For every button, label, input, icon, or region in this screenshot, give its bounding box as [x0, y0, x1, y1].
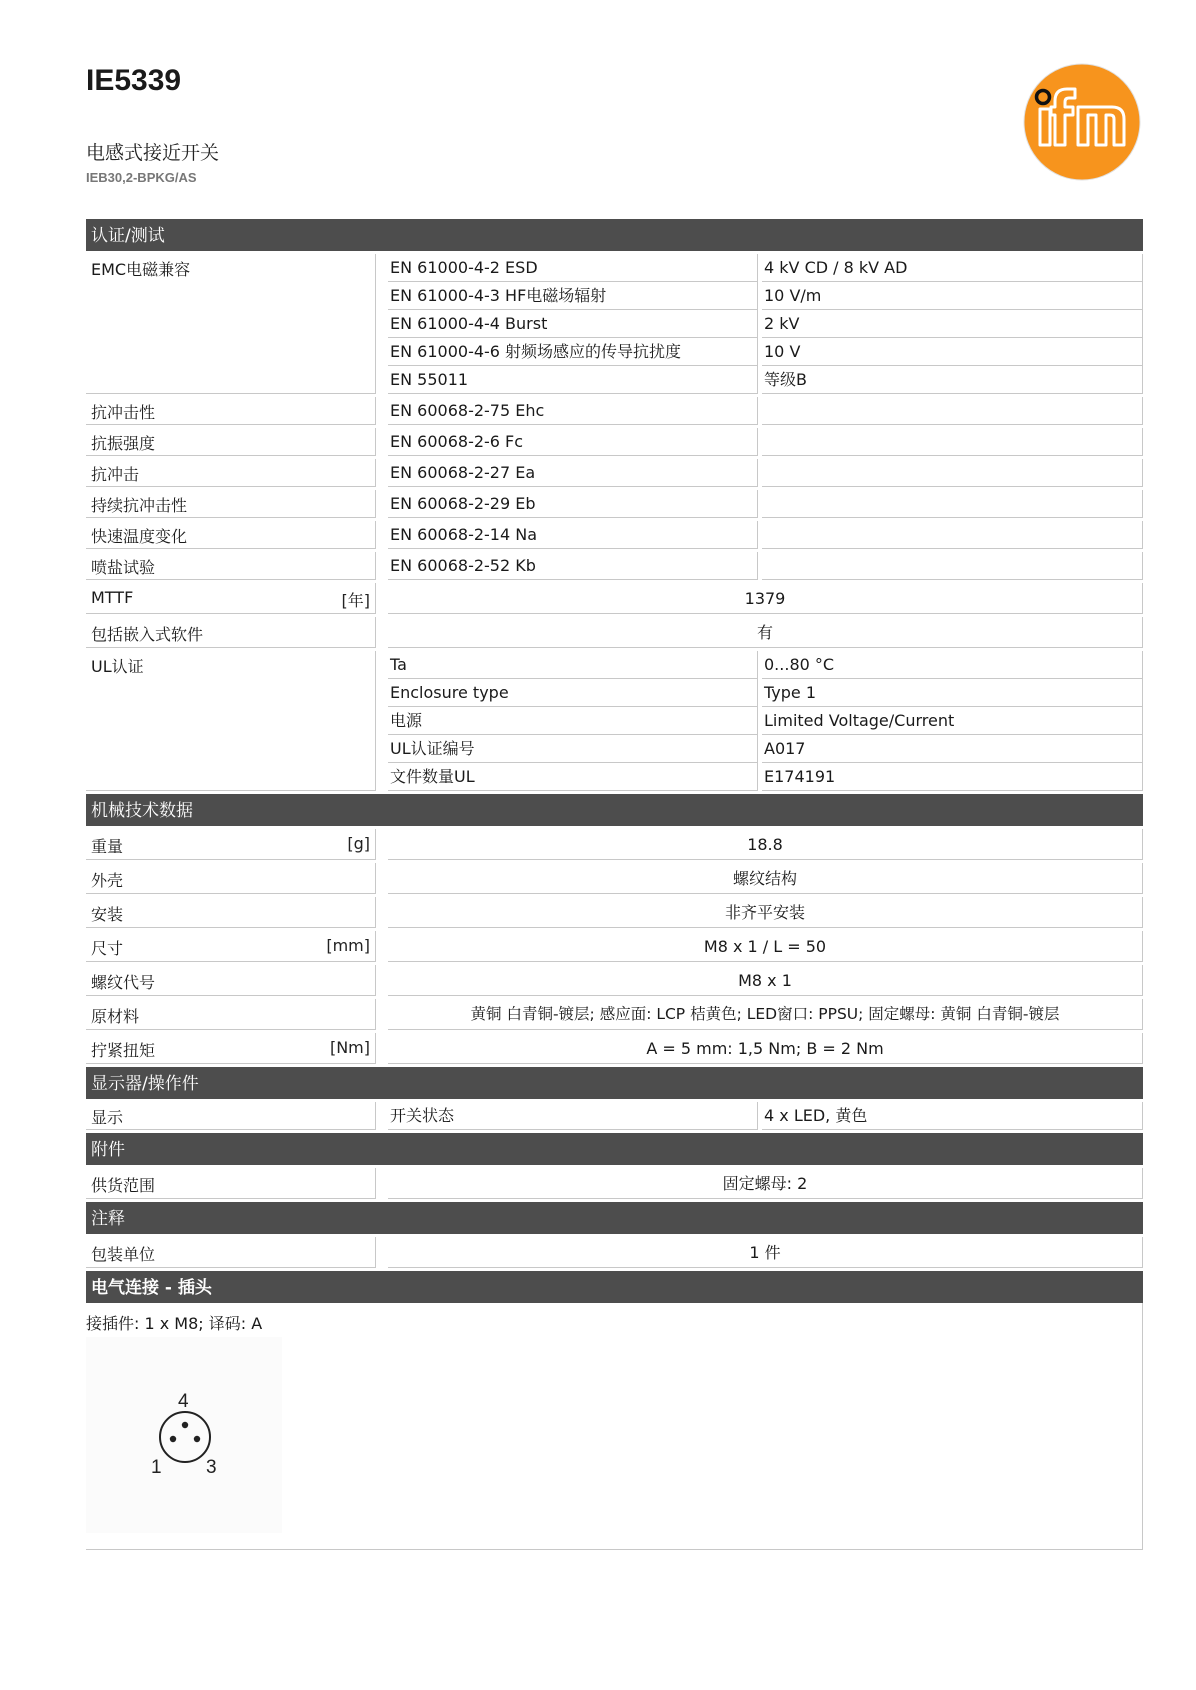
ul-row: [388, 763, 1143, 791]
label-text: 尺寸: [91, 939, 124, 958]
connector-description: 接插件: 1 x M8; 译码: A: [86, 1314, 263, 1333]
test-row: [86, 459, 1143, 487]
test-name: EN 60068-2-6 Fc: [388, 428, 758, 456]
test-name: EN 60068-2-29 Eb: [388, 490, 758, 518]
emc-group: [86, 254, 1143, 394]
pin-4: [182, 1422, 188, 1428]
label-text: UL认证: [91, 657, 144, 676]
display-row: [86, 1102, 1143, 1130]
label-text: 安装: [91, 905, 124, 924]
label-text: 拧紧扭矩: [91, 1041, 156, 1060]
unit-text: [mm]: [326, 936, 370, 955]
row-label: [86, 583, 376, 614]
test-name: EN 55011: [388, 366, 758, 394]
display-key: 开关状态: [388, 1102, 758, 1130]
test-row: [86, 397, 1143, 425]
mech-row: [86, 1033, 1143, 1064]
mech-value: A = 5 mm: 1,5 Nm; B = 2 Nm: [388, 1033, 1143, 1064]
label-text: 抗振强度: [91, 434, 156, 453]
row-label: [86, 397, 376, 425]
test-value: 等级B: [762, 366, 1143, 394]
test-value: [762, 490, 1143, 518]
unit-text: [Nm]: [329, 1038, 370, 1057]
ul-key: 文件数量UL: [388, 763, 758, 791]
row-label: [86, 1033, 376, 1064]
mech-value: 18.8: [388, 829, 1143, 860]
embedded-software-row: [86, 617, 1143, 648]
section-header-accessories: 附件: [86, 1133, 1143, 1165]
row-label: [86, 1237, 376, 1268]
packaging-unit-row: [86, 1237, 1143, 1268]
section-header-certification: 认证/测试: [86, 219, 1143, 251]
ul-value: 0...80 °C: [762, 651, 1143, 679]
row-label: [86, 999, 376, 1030]
label-text: 供货范围: [91, 1176, 156, 1195]
test-name: EN 61000-4-6 射频场感应的传导抗扰度: [388, 338, 758, 366]
label-text: 持续抗冲击性: [91, 496, 188, 515]
section-header-notes: 注释: [86, 1202, 1143, 1234]
ul-row: [388, 707, 1143, 735]
connection-panel: [86, 1303, 1143, 1550]
label-text: 抗冲击性: [91, 403, 156, 422]
row-label: [86, 1168, 376, 1199]
row-label: [86, 428, 376, 456]
label-text: 显示: [91, 1108, 124, 1127]
scope-of-delivery-row: [86, 1168, 1143, 1199]
pin-label-1: 1: [151, 1457, 162, 1478]
row-label: [86, 651, 376, 791]
test-row: [86, 521, 1143, 549]
row-label: [86, 552, 376, 580]
mech-value: 黄铜 白青铜-镀层; 感应面: LCP 桔黄色; LED窗口: PPSU; 固定螺母: 黄铜 白青铜-镀层: [388, 999, 1143, 1030]
emc-row: [388, 338, 1143, 366]
packaging-unit-value: 1 件: [388, 1237, 1143, 1268]
test-value: [762, 459, 1143, 487]
test-name: EN 60068-2-52 Kb: [388, 552, 758, 580]
pin-3: [194, 1436, 200, 1442]
row-label: [86, 254, 376, 394]
emc-row: [388, 366, 1143, 394]
ul-value: Limited Voltage/Current: [762, 707, 1143, 735]
row-label: [86, 617, 376, 648]
row-label: [86, 965, 376, 996]
test-value: [762, 428, 1143, 456]
product-code: IE5339: [86, 64, 182, 97]
test-value: [762, 397, 1143, 425]
label-text: EMC电磁兼容: [91, 260, 191, 279]
row-label: [86, 459, 376, 487]
test-row: [86, 552, 1143, 580]
row-label: [86, 490, 376, 518]
label-text: 包装单位: [91, 1245, 156, 1264]
datasheet: [86, 219, 1143, 1550]
label-text: 螺纹代号: [91, 973, 156, 992]
label-text: 原材料: [91, 1007, 140, 1026]
test-row: [86, 428, 1143, 456]
test-name: EN 60068-2-75 Ehc: [388, 397, 758, 425]
ul-group: [86, 651, 1143, 791]
ul-row: [388, 679, 1143, 707]
mttf-row: [86, 583, 1143, 614]
test-value: 10 V: [762, 338, 1143, 366]
emc-row: [388, 254, 1143, 282]
ul-row: [388, 735, 1143, 763]
mech-value: 非齐平安装: [388, 897, 1143, 928]
unit-text: [g]: [347, 834, 370, 853]
ul-key: 电源: [388, 707, 758, 735]
connector-pinout-diagram: [86, 1337, 282, 1533]
row-label: [86, 829, 376, 860]
label-text: 抗冲击: [91, 465, 140, 484]
mech-value: M8 x 1: [388, 965, 1143, 996]
row-label: [86, 931, 376, 962]
test-row: [86, 490, 1143, 518]
unit-text: [年]: [341, 591, 370, 610]
display-value: 4 x LED, 黄色: [762, 1102, 1143, 1130]
ifm-logo: [1023, 63, 1141, 181]
mech-row: [86, 829, 1143, 860]
label-text: 快速温度变化: [91, 527, 188, 546]
row-label: [86, 897, 376, 928]
pin-label-3: 3: [206, 1457, 217, 1478]
label-text: 外壳: [91, 871, 124, 890]
test-value: [762, 552, 1143, 580]
mech-row: [86, 897, 1143, 928]
ul-value: Type 1: [762, 679, 1143, 707]
test-value: 10 V/m: [762, 282, 1143, 310]
mech-value: M8 x 1 / L = 50: [388, 931, 1143, 962]
ul-value: A017: [762, 735, 1143, 763]
label-text: 喷盐试验: [91, 558, 156, 577]
product-type: 电感式接近开关: [86, 142, 220, 164]
embedded-software-value: 有: [388, 617, 1143, 648]
test-name: EN 61000-4-3 HF电磁场辐射: [388, 282, 758, 310]
test-name: EN 61000-4-2 ESD: [388, 254, 758, 282]
test-value: 4 kV CD / 8 kV AD: [762, 254, 1143, 282]
ul-value: E174191: [762, 763, 1143, 791]
mech-row: [86, 999, 1143, 1030]
mech-value: 螺纹结构: [388, 863, 1143, 894]
connector-outline: [160, 1412, 210, 1462]
pin-1: [170, 1436, 176, 1442]
ul-row: [388, 651, 1143, 679]
row-label: [86, 1102, 376, 1130]
row-label: [86, 863, 376, 894]
test-value: 2 kV: [762, 310, 1143, 338]
scope-of-delivery-value: 固定螺母: 2: [388, 1168, 1143, 1199]
ul-key: Ta: [388, 651, 758, 679]
test-name: EN 61000-4-4 Burst: [388, 310, 758, 338]
label-text: 包括嵌入式软件: [91, 625, 204, 644]
ul-key: Enclosure type: [388, 679, 758, 707]
test-value: [762, 521, 1143, 549]
model-number: IEB30,2-BPKG/AS: [86, 170, 197, 185]
label-text: MTTF: [91, 588, 134, 607]
test-name: EN 60068-2-14 Na: [388, 521, 758, 549]
mttf-value: 1379: [388, 583, 1143, 614]
test-name: EN 60068-2-27 Ea: [388, 459, 758, 487]
emc-row: [388, 310, 1143, 338]
section-header-mechanical: 机械技术数据: [86, 794, 1143, 826]
section-header-display: 显示器/操作件: [86, 1067, 1143, 1099]
row-label: [86, 521, 376, 549]
emc-row: [388, 282, 1143, 310]
pinout-svg: [86, 1337, 282, 1533]
pin-label-4: 4: [178, 1391, 189, 1412]
mech-row: [86, 931, 1143, 962]
mech-row: [86, 863, 1143, 894]
mech-row: [86, 965, 1143, 996]
section-header-electrical-connection: 电气连接 - 插头: [86, 1271, 1143, 1303]
label-text: 重量: [91, 837, 124, 856]
ul-key: UL认证编号: [388, 735, 758, 763]
